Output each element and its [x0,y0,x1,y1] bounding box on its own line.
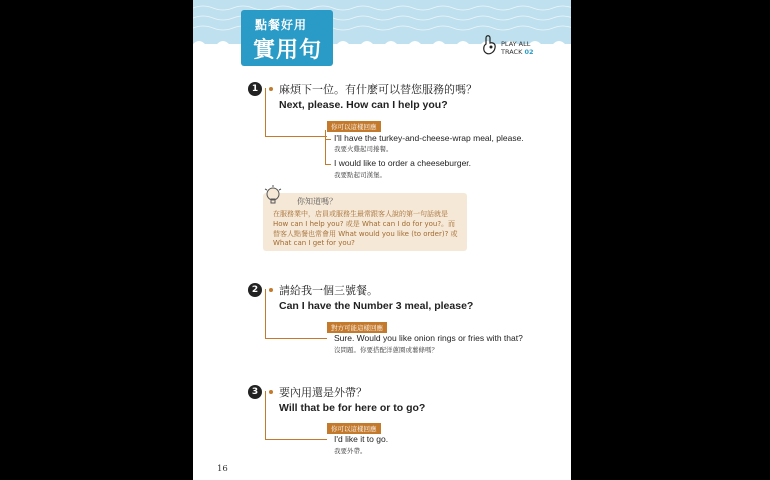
bracket-line [265,289,266,338]
reply-tag: 對方可能這樣回應 [327,322,387,333]
play-all-button[interactable] [481,34,541,64]
section-2-zh: 請給我一個三號餐。 [279,284,378,297]
play-all-label: PLAY ALL [501,40,531,48]
reply-en: I would like to order a cheeseburger. [334,158,472,168]
bullet-dot [269,288,273,292]
section-1-en: Next, please. How can I help you? [279,99,448,111]
play-all-icon [481,34,499,56]
track-label: TRACK [501,48,523,56]
section-number-3: 3 [248,385,262,399]
reply-line [325,130,326,164]
reply-en: I'd like it to go. [334,434,389,444]
bracket-line [265,391,266,439]
reply-en: I'll have the turkey-and-cheese-wrap meal, please. [334,133,524,143]
bracket-line [265,439,327,440]
section-number-2: 2 [248,283,262,297]
page-subtitle: 點餐好用 [255,18,308,32]
section-number-1: 1 [248,82,262,96]
tip-line: How can I help you? 或是 What can I do for you?。而 [273,220,456,228]
reply-tag: 你可以這樣回應 [327,423,381,434]
reply-en: Sure. Would you like onion rings or fries with that? [334,333,523,343]
tip-title: 你知道嗎？ [297,197,337,206]
section-1-zh: 麻煩下一位。有什麼可以替您服務的嗎？ [279,83,477,96]
reply-zh: 沒問題。你要搭配洋蔥圈或薯條嗎？ [334,346,438,354]
reply-zh: 我要火雞起司捲餐。 [334,145,393,153]
page-title: 實用句 [253,38,323,63]
tip-line: 在服務業中，店員或服務生最常跟客人說的第一句話就是 [273,210,448,218]
section-3-zh: 要內用還是外帶？ [279,386,367,399]
lightbulb-icon [263,184,291,208]
section-3-en: Will that be for here or to go? [279,402,426,414]
tip-line: 替客人點餐也常會用 What would you like (to order)? 或 [273,230,458,238]
bullet-dot [269,390,273,394]
tip-line: What can I get for you? [273,239,355,247]
reply-zh: 我要外帶。 [334,447,367,455]
reply-zh: 我要點起司漢堡。 [334,171,386,179]
bracket-line [265,136,327,137]
section-2-en: Can I have the Number 3 meal, please? [279,300,474,312]
book-page [193,0,571,480]
bracket-line [265,338,327,339]
bracket-line [265,88,266,136]
reply-tag: 你可以這樣回應 [327,121,381,132]
bullet-dot [269,87,273,91]
track-number: 02 [524,48,534,56]
page-number: 16 [217,464,228,474]
